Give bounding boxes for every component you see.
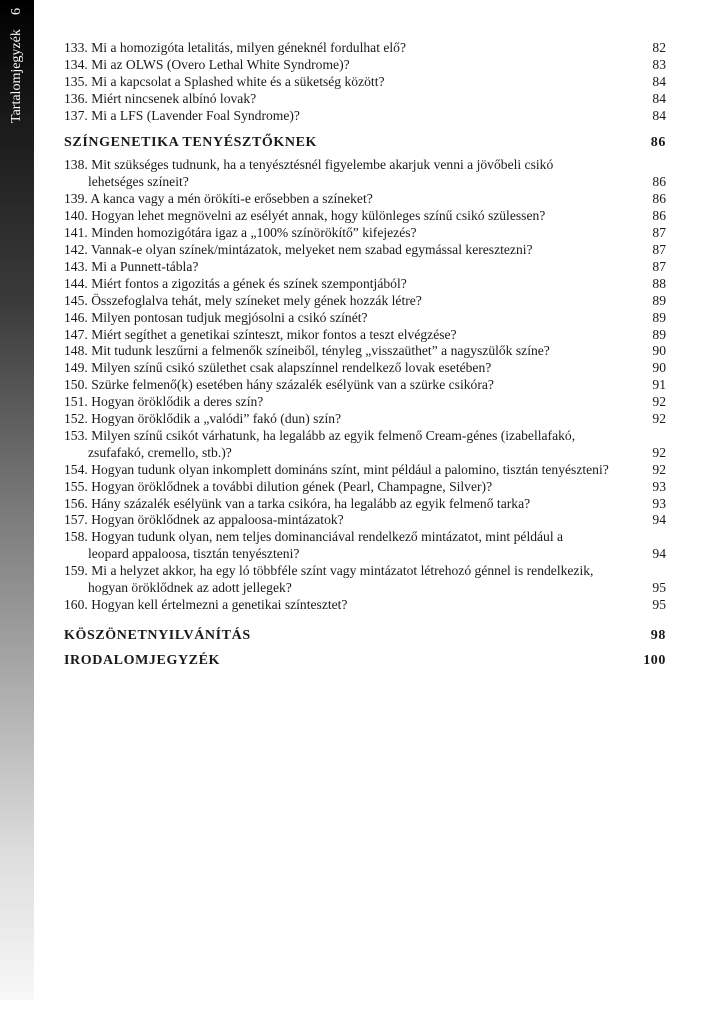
toc-entry[interactable] — [64, 57, 666, 74]
entry-title — [64, 563, 642, 597]
entry-page: 84 — [652, 73, 666, 89]
entry-title-text: 159. Mi a helyzet akkor, ha egy ló többféle színt vagy mintázatot létrehozó génnel is rendelkezik, — [64, 563, 594, 579]
toc-entry[interactable] — [64, 191, 666, 208]
entry-title-text: 149. Milyen színű csikó születhet csak alapszínnel rendelkező lovak esetében? — [64, 360, 492, 376]
entry-title — [64, 529, 642, 563]
entry-title-continuation: lehetséges színeit? — [88, 174, 189, 190]
entry-page: 89 — [652, 326, 666, 342]
entry-title-text: 136. Miért nincsenek albínó lovak? — [64, 90, 257, 106]
entry-title — [64, 512, 642, 529]
table-of-contents — [64, 40, 666, 670]
toc-entry[interactable] — [64, 394, 666, 411]
entry-page: 86 — [652, 191, 666, 207]
entry-title — [64, 479, 642, 496]
toc-entry[interactable] — [64, 242, 666, 259]
entry-title-text: 141. Minden homozigótára igaz a „100% színörökítő” kifejezés? — [64, 225, 417, 241]
entry-title — [64, 276, 642, 293]
section-page: 86 — [650, 134, 666, 150]
section-title: KÖSZÖNETNYILVÁNÍTÁS — [64, 627, 251, 643]
entry-title — [64, 310, 642, 327]
toc-entry[interactable] — [64, 225, 666, 242]
toc-entry[interactable] — [64, 360, 666, 377]
entry-title — [64, 360, 642, 377]
entry-title-text: 152. Hogyan öröklődik a „valódi” fakó (dun) szín? — [64, 411, 342, 427]
toc-section-koszonetnyilvanitas[interactable] — [64, 628, 666, 645]
toc-entry[interactable] — [64, 293, 666, 310]
entry-title-continuation: zsufafakó, cremello, stb.)? — [88, 444, 232, 460]
entry-page: 86 — [652, 174, 666, 190]
toc-entry[interactable] — [64, 377, 666, 394]
entry-title — [64, 191, 642, 208]
toc-section-szingenetika[interactable] — [64, 135, 666, 152]
entry-title-text: 145. Összefoglalva tehát, mely színeket mely gének hozzák létre? — [64, 292, 422, 308]
entry-title-text: 133. Mi a homozigóta letalitás, milyen géneknél fordulhat elő? — [64, 40, 407, 55]
toc-entry[interactable] — [64, 479, 666, 496]
entry-title-text: 146. Milyen pontosan tudjuk megjósolni a csikó színét? — [64, 309, 368, 325]
entry-title — [64, 259, 642, 276]
entry-page: 87 — [652, 225, 666, 241]
toc-entry[interactable] — [64, 343, 666, 360]
toc-entry[interactable] — [64, 411, 666, 428]
entry-title — [64, 327, 642, 344]
entry-title — [64, 411, 642, 428]
entry-page: 92 — [652, 461, 666, 477]
section-title: SZÍNGENETIKA TENYÉSZTŐKNEK — [64, 134, 318, 150]
entry-page: 92 — [652, 411, 666, 427]
entry-title-text: 135. Mi a kapcsolat a Splashed white és a süketség között? — [64, 73, 385, 89]
entry-title-text: 137. Mi a LFS (Lavender Foal Syndrome)? — [64, 107, 300, 123]
entry-page: 87 — [652, 241, 666, 257]
toc-entry[interactable] — [64, 108, 666, 125]
entry-page: 93 — [652, 478, 666, 494]
entry-title — [64, 108, 642, 125]
entry-title — [64, 428, 642, 462]
entry-title-text: 150. Szürke felmenő(k) esetében hány százalék esélyünk van a szürke csikóra? — [64, 377, 494, 393]
entry-title — [64, 225, 642, 242]
toc-entry[interactable] — [64, 276, 666, 293]
entry-page: 89 — [652, 309, 666, 325]
toc-entry[interactable] — [64, 327, 666, 344]
entry-page: 84 — [652, 107, 666, 123]
entry-title-continuation: leopard appaloosa, tisztán tenyészteni? — [88, 546, 300, 562]
toc-entry[interactable] — [64, 597, 666, 614]
entry-page: 94 — [652, 546, 666, 562]
entry-title — [64, 597, 642, 614]
toc-section-irodalomjegyzek[interactable] — [64, 653, 666, 670]
entry-title — [64, 496, 642, 513]
entry-title-text: 148. Mit tudunk leszűrni a felmenők színeiből, tényleg „visszaüthet” a nagyszülők színe? — [64, 343, 550, 359]
sidebar-strip — [0, 0, 34, 1000]
entry-title-text: 151. Hogyan öröklődik a deres szín? — [64, 394, 264, 410]
entry-title — [64, 293, 642, 310]
toc-entry[interactable] — [64, 91, 666, 108]
entry-title — [64, 462, 642, 479]
toc-group-a — [64, 40, 666, 125]
toc-entry[interactable] — [64, 208, 666, 225]
entry-title-text: 143. Mi a Punnett-tábla? — [64, 258, 199, 274]
toc-entry[interactable] — [64, 496, 666, 513]
entry-title — [64, 91, 642, 108]
entry-page: 84 — [652, 90, 666, 106]
toc-entry[interactable] — [64, 259, 666, 276]
toc-entry[interactable] — [64, 512, 666, 529]
entry-title-continuation: hogyan öröklődnek az adott jellegek? — [88, 580, 292, 596]
toc-entry[interactable] — [64, 157, 666, 191]
entry-title-text: 156. Hány százalék esélyünk van a tarka csikóra, ha legalább az egyik felmenő tarka? — [64, 495, 531, 511]
entry-title-text: 153. Milyen színű csikót várhatunk, ha legalább az egyik felmenő Cream-génes (izabellafakó, — [64, 427, 576, 443]
entry-page: 89 — [652, 292, 666, 308]
toc-entry[interactable] — [64, 310, 666, 327]
entry-title — [64, 157, 642, 191]
entry-title — [64, 74, 642, 91]
running-header — [5, 8, 29, 188]
entry-title — [64, 377, 642, 394]
entry-page: 91 — [652, 377, 666, 393]
entry-page: 90 — [652, 343, 666, 359]
entry-title-text: 147. Miért segíthet a genetikai színteszt, mikor fontos a teszt elvégzése? — [64, 326, 457, 342]
entry-title-text: 142. Vannak-e olyan színek/mintázatok, melyeket nem szabad egymással keresztezni? — [64, 241, 533, 257]
section-page: 100 — [643, 652, 666, 668]
entry-title — [64, 40, 642, 57]
entry-title-text: 158. Hogyan tudunk olyan, nem teljes dominanciával rendelkező mintázatot, mint például a — [64, 529, 564, 545]
page-number: 6 — [9, 8, 24, 15]
entry-page: 92 — [652, 444, 666, 460]
toc-entry[interactable] — [64, 529, 666, 563]
entry-title-text: 139. A kanca vagy a mén örökíti-e erősebben a színeket? — [64, 191, 373, 207]
section-page: 98 — [650, 627, 666, 643]
toc-entry[interactable] — [64, 563, 666, 597]
entry-title-text: 138. Mit szükséges tudnunk, ha a tenyésztésnél figyelembe akarjuk venni a jövőbeli csikó — [64, 157, 554, 173]
entry-page: 95 — [652, 580, 666, 596]
entry-title-text: 134. Mi az OLWS (Overo Lethal White Syndrome)? — [64, 56, 350, 72]
entry-page: 95 — [652, 597, 666, 612]
entry-page: 94 — [652, 512, 666, 528]
entry-page: 83 — [652, 56, 666, 72]
entry-page: 88 — [652, 275, 666, 291]
entry-title — [64, 394, 642, 411]
entry-title — [64, 242, 642, 259]
entry-title-text: 144. Miért fontos a zigozitás a gének és színek szempontjából? — [64, 275, 407, 291]
toc-entry[interactable] — [64, 462, 666, 479]
entry-title — [64, 343, 642, 360]
entry-page: 90 — [652, 360, 666, 376]
toc-entry[interactable] — [64, 428, 666, 462]
entry-title-text: 155. Hogyan öröklődnek a további dilution gének (Pearl, Champagne, Silver)? — [64, 478, 493, 494]
entry-title-text: 140. Hogyan lehet megnövelni az esélyét annak, hogy különleges színű csikó szülessen? — [64, 208, 546, 224]
entry-page: 87 — [652, 258, 666, 274]
section-title: IRODALOMJEGYZÉK — [64, 652, 221, 668]
running-header-title: Tartalomjegyzék — [9, 29, 24, 123]
entry-title-text: 157. Hogyan öröklődnek az appaloosa-mintázatok? — [64, 512, 344, 528]
toc-group-b — [64, 157, 666, 613]
entry-title-text: 154. Hogyan tudunk olyan inkomplett domináns színt, mint például a palomino, tisztán tenyészteni? — [64, 461, 609, 477]
entry-title — [64, 57, 642, 74]
entry-page: 92 — [652, 394, 666, 410]
entry-title-text: 160. Hogyan kell értelmezni a genetikai színtesztet? — [64, 597, 348, 612]
entry-page: 86 — [652, 208, 666, 224]
toc-entry[interactable] — [64, 40, 666, 57]
entry-page: 82 — [652, 40, 666, 55]
entry-page: 93 — [652, 495, 666, 511]
toc-entry[interactable] — [64, 74, 666, 91]
entry-title — [64, 208, 642, 225]
